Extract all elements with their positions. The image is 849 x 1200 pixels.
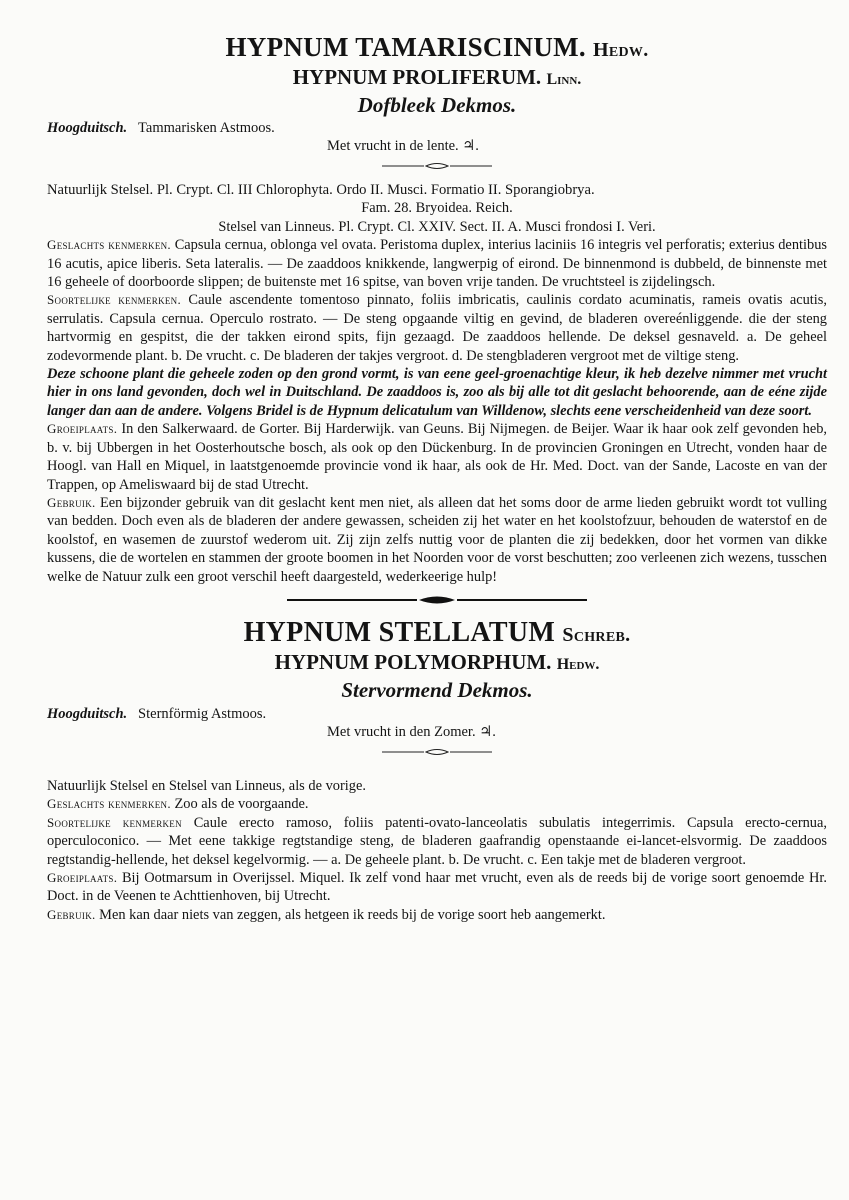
species-1-dutch-name: Dofbleek Dekmos. bbox=[357, 93, 517, 117]
species-2-name: HYPNUM STELLATUM bbox=[243, 616, 556, 648]
german-name-value: Tammarisken Astmoos. bbox=[138, 120, 275, 136]
species-1-system-linneus: Stelsel van Linneus. Pl. Crypt. Cl. XXIV. Sect. II. A. Musci frondosi I. Veri. bbox=[218, 218, 656, 235]
species-label: Soortelijke kenmerken bbox=[47, 814, 182, 830]
species-2-synonym bbox=[47, 650, 827, 677]
use-label: Gebruik. bbox=[47, 494, 96, 510]
species-1-genus-characters bbox=[47, 236, 827, 291]
species-2-fruit-time: Met vrucht in den Zomer. ♃. bbox=[327, 723, 496, 740]
species-2-habitat bbox=[47, 869, 827, 906]
use-text: Men kan daar niets van zeggen, als hetgeen ik reeds bij de vorige soort heb aangemerkt. bbox=[99, 906, 606, 923]
species-text: Caule erecto ramoso, foliis patenti-ovato-lanceolatis subulatis integerrimis. Capsula erecto-cernua, operculoconico. — Met eene takkige regtstandige steng, de bladeren gaafrandig openstaande ei-lancet-elsvormig. De zaaddoos regtstandig-hellende, het deksel kegelvormig. — a. De geheele plant. b. De vrucht. c. Een takje met de bladeren vergroot. bbox=[47, 814, 827, 868]
use-label: Gebruik. bbox=[47, 906, 96, 922]
habitat-label: Groeiplaats. bbox=[47, 421, 118, 437]
german-name-value: Sternförmig Astmoos. bbox=[138, 705, 267, 722]
species-1-title bbox=[47, 32, 827, 65]
section-divider bbox=[47, 592, 827, 610]
species-2-dutch-name: Stervormend Dekmos. bbox=[341, 677, 533, 702]
species-1-fruit-time: Met vrucht in de lente. ♃. bbox=[327, 138, 479, 154]
species-1-synonym-author: Linn. bbox=[546, 71, 582, 88]
species-1-species-characters bbox=[47, 291, 827, 365]
species-1-name: HYPNUM TAMARISCINUM. bbox=[225, 32, 586, 62]
species-1-synonym bbox=[47, 65, 827, 92]
species-2-german-name bbox=[47, 705, 827, 723]
species-1-use bbox=[47, 494, 827, 586]
genus-label: Geslachts kenmerken. bbox=[47, 796, 171, 812]
ornament-rule bbox=[47, 743, 827, 761]
habitat-label: Groeiplaats. bbox=[47, 869, 118, 885]
species-2-system: Natuurlijk Stelsel en Stelsel van Linneus, als de vorige. bbox=[47, 777, 366, 794]
genus-text: Zoo als de voorgaande. bbox=[174, 796, 309, 813]
ornament-rule bbox=[47, 157, 827, 175]
species-2-author: Schreb. bbox=[562, 623, 631, 646]
german-label: Hoogduitsch. bbox=[47, 705, 128, 722]
species-1-habitat bbox=[47, 420, 827, 494]
species-text: Caule ascendente tomentoso pinnato, foliis imbricatis, caulinis cordato acuminatis, rameis ovatis acutis, serrulatis. Capsula cernua. Operculo rostrato. — De steng opgaande viltig en gevind, de bladeren overeénliggende. die der steng hartvormig en gespitst, die der takken eirond spits, fijn gezaagd. De zaaddoos hellende. De deksel gesnaveld. a. De geheel zodevormende plant. b. De vrucht. c. De bladeren der takjes vergroot. d. De stengbladeren vergroot met de viltige steng. bbox=[47, 292, 827, 364]
species-1-note: Deze schoone plant die geheele zoden op den grond vormt, is van eene geel-groenachtige kleur, ik heb dezelve nimmer met vrucht hier in ons land gevonden, doch wel in Duitschland. De zaaddoos is, zoo als bij alle tot dit geslacht behoorende, aan de eéne zijde langer dan aan de andere. Volgens Bridel is de Hypnum delicatulum van Willdenow, slechts eene verscheidenheid van deze soort. bbox=[47, 366, 827, 419]
use-text: Een bijzonder gebruik van dit geslacht kent men niet, als alleen dat het soms door de arme lieden gebruikt wordt tot vulling van bedden. Doch even als de bladeren der andere gewassen, scheiden zij het water en het koolstofzuur, behouden de waterstof en de koolstof, en wasemen de zuurstof wederom uit. Zij zijn zelfs nuttig voor de planten die zij bedekken, door het vormen van dikke kussens, die de wortelen en stammen der groote boomen in het Noorden voor de vorst beschutten; zoo verleenen zich wezens, tusschen welke de Natuur zulk een groot verschil heeft daargesteld, wederkeerige hulp! bbox=[47, 494, 827, 585]
species-2-synonym-name: HYPNUM POLYMORPHUM. bbox=[274, 649, 552, 674]
genus-label: Geslachts kenmerken. bbox=[47, 237, 171, 253]
species-2-title bbox=[47, 618, 827, 650]
genus-text: Capsula cernua, oblonga vel ovata. Peristoma duplex, interius laciniis 16 integris vel perforatis; exterius dentibus 16 acutis, apice liberis. Seta lateralis. — De zaaddoos knikkende, langwerpig of eirond. De binnenmond is dubbeld, de binnenste met 16 geheele of doorboorde slippen; de buitenste met 16 spitse, van boven vrije tanden. De vruchtsteel is zijdelingsch. bbox=[47, 237, 828, 291]
species-2-synonym-author: Hedw. bbox=[556, 655, 600, 673]
habitat-text: In den Salkerwaard. de Gorter. Bij Harderwijk. van Geuns. Bij Nijmegen. de Beijer. Waar ik haar ook zelf gevonden heb, b. v. bij Ubbergen in het Oosterhoutsche bosch, als ook op den Dückenburg. In de provincien Groningen en Utrecht, vonden haar de Hoogl. van Hall en Miquel, in laatstgenoemde provincie vond ik haar, als ook de Hr. Med. Doct. van der Sande, Lacoste en van der Trappen, op Ameliswaard bij de stad Utrecht. bbox=[47, 421, 827, 493]
species-1-author: Hedw. bbox=[593, 39, 649, 61]
species-1-synonym-name: HYPNUM PROLIFERUM. bbox=[292, 65, 542, 89]
species-2-genus-characters bbox=[47, 795, 827, 813]
species-1-family: Fam. 28. Bryoidea. Reich. bbox=[361, 200, 513, 217]
species-1-german-name bbox=[47, 119, 827, 137]
species-2-use bbox=[47, 906, 827, 924]
species-2-species-characters bbox=[47, 814, 827, 869]
habitat-text: Bij Ootmarsum in Overijssel. Miquel. Ik zelf vond haar met vrucht, even als de reeds bij de vorige soort genoemde Hr. Doct. in de Veenen te Achttienhoven, bij Utrecht. bbox=[47, 869, 827, 905]
species-label: Soortelijke kenmerken. bbox=[47, 292, 182, 308]
species-1-system-natural: Natuurlijk Stelsel. Pl. Crypt. Cl. III Chlorophyta. Ordo II. Musci. Formatio II. Sporangiobrya. bbox=[47, 182, 595, 198]
german-label: Hoogduitsch. bbox=[47, 120, 128, 136]
page bbox=[47, 32, 827, 924]
